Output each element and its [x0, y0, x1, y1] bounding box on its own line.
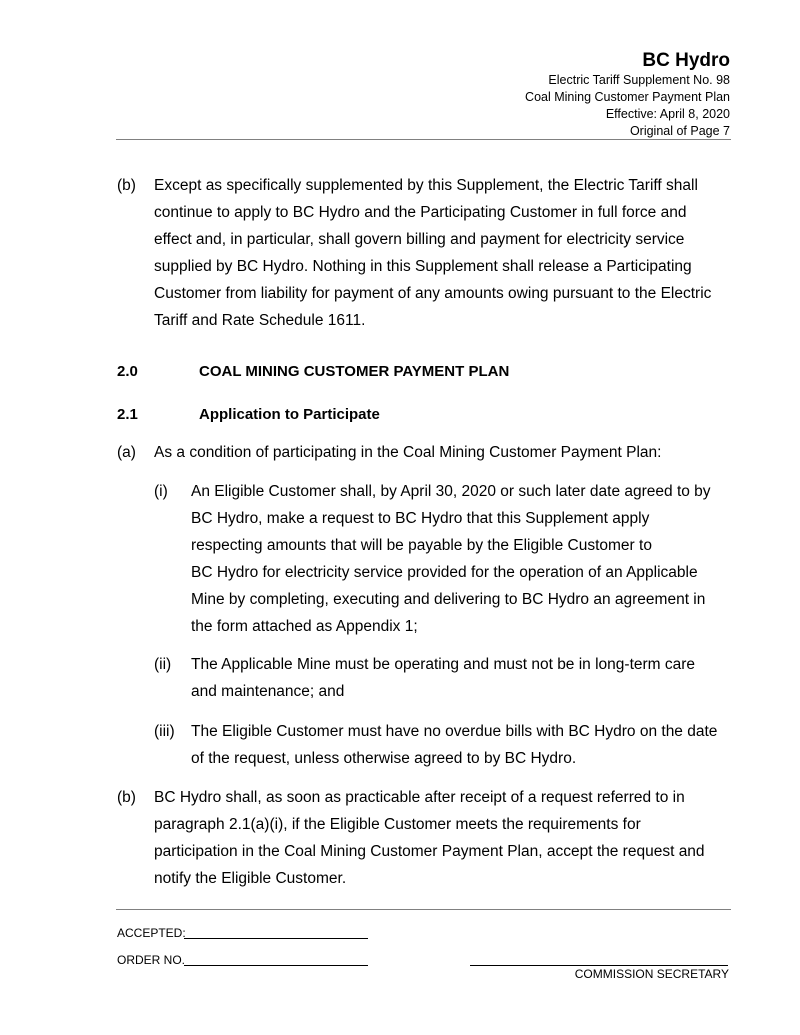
para-a-label: (a)	[117, 444, 136, 461]
para-line: effect and, in particular, shall govern billing and payment for electricity service	[154, 231, 685, 248]
item-line: respecting amounts that will be payable by the Eligible Customer to	[191, 537, 652, 554]
plan-title: Coal Mining Customer Payment Plan	[525, 90, 730, 104]
item-line: BC Hydro, make a request to BC Hydro that this Supplement apply	[191, 510, 650, 527]
item-ii-text	[191, 651, 736, 705]
para-line: supplied by BC Hydro. Nothing in this Supplement shall release a Participating	[154, 258, 692, 275]
para-line: paragraph 2.1(a)(i), if the Eligible Customer meets the requirements for	[154, 816, 641, 833]
item-iii-text	[191, 718, 736, 772]
commission-secretary-label: COMMISSION SECRETARY	[574, 967, 729, 981]
accepted-signature-line	[184, 938, 368, 939]
para-b-top-text	[154, 172, 734, 334]
footer-rule	[116, 909, 731, 910]
item-line: The Applicable Mine must be operating and must not be in long-term care	[191, 656, 696, 673]
item-i-text	[191, 478, 736, 640]
para-line: notify the Eligible Customer.	[154, 870, 347, 887]
item-line: BC Hydro for electricity service provided for the operation of an Applicable	[191, 564, 698, 581]
item-iii-label: (iii)	[154, 723, 175, 740]
para-a-text: As a condition of participating in the Coal Mining Customer Payment Plan:	[154, 444, 662, 461]
para-line: Tariff and Rate Schedule 1611.	[154, 312, 366, 329]
item-ii-label: (ii)	[154, 656, 172, 673]
item-line: The Eligible Customer must have no overdue bills with BC Hydro on the date	[191, 723, 718, 740]
order-number-line	[184, 965, 368, 966]
accepted-label: ACCEPTED:	[117, 926, 186, 940]
header-rule	[116, 139, 731, 140]
section-2-0-number: 2.0	[117, 363, 138, 380]
para-line: BC Hydro shall, as soon as practicable after receipt of a request referred to in	[154, 789, 685, 806]
item-i-label: (i)	[154, 483, 168, 500]
supplement-number: Electric Tariff Supplement No. 98	[548, 73, 730, 87]
commission-signature-line	[470, 965, 728, 966]
para-line: continue to apply to BC Hydro and the Participating Customer in full force and	[154, 204, 687, 221]
para-line: Customer from liability for payment of any amounts owing pursuant to the Electric	[154, 285, 712, 302]
section-2-0-title: COAL MINING CUSTOMER PAYMENT PLAN	[199, 363, 510, 380]
section-2-1-number: 2.1	[117, 406, 138, 423]
section-2-1-title: Application to Participate	[199, 406, 380, 423]
para-b-bottom-text	[154, 784, 734, 892]
para-line: Except as specifically supplemented by this Supplement, the Electric Tariff shall	[154, 177, 698, 194]
item-line: of the request, unless otherwise agreed to by BC Hydro.	[191, 750, 577, 767]
org-name: BC Hydro	[642, 50, 730, 71]
item-line: and maintenance; and	[191, 683, 345, 700]
document-header	[525, 50, 730, 140]
page-reference: Original of Page 7	[629, 124, 730, 138]
para-b-bottom-label: (b)	[117, 789, 136, 806]
para-line: participation in the Coal Mining Customer Payment Plan, accept the request and	[154, 843, 705, 860]
effective-date: Effective: April 8, 2020	[605, 107, 730, 121]
item-line: Mine by completing, executing and delivering to BC Hydro an agreement in	[191, 591, 706, 608]
item-line: the form attached as Appendix 1;	[191, 618, 418, 635]
order-number-label: ORDER NO.	[117, 953, 186, 967]
item-line: An Eligible Customer shall, by April 30, 2020 or such later date agreed to by	[191, 483, 711, 500]
para-b-top-label: (b)	[117, 177, 136, 194]
